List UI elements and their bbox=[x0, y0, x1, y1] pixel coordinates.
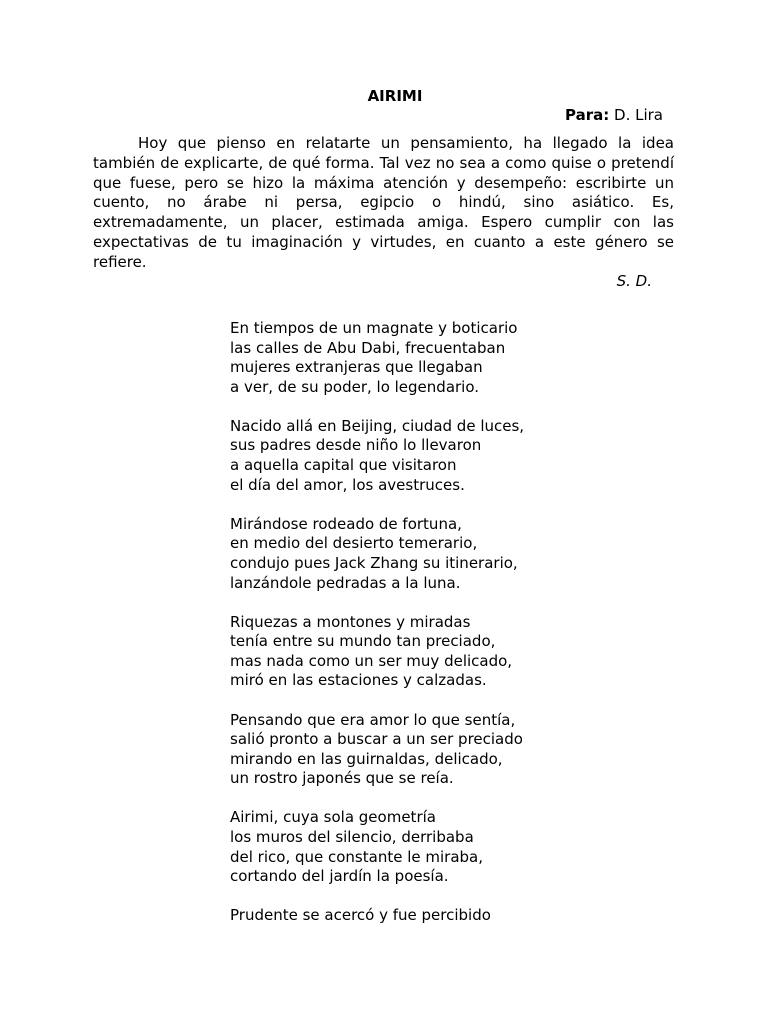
stanza bbox=[230, 515, 524, 593]
verse-line: mas nada como un ser muy delicado, bbox=[230, 651, 513, 670]
verse-line: Pensando que era amor lo que sentía, bbox=[230, 710, 516, 729]
verse-line: los muros del silencio, derribaba bbox=[230, 827, 474, 846]
stanza bbox=[230, 808, 524, 886]
verse-line: las calles de Abu Dabi, frecuentaban bbox=[230, 338, 506, 357]
stanza bbox=[230, 319, 524, 397]
recipient-name: D. Lira bbox=[614, 106, 663, 124]
verse-line: a aquella capital que visitaron bbox=[230, 456, 457, 475]
recipient-line bbox=[565, 105, 663, 125]
verse-line: cortando del jardín la poesía. bbox=[230, 867, 449, 886]
verse-line: condujo pues Jack Zhang su itinerario, bbox=[230, 553, 518, 572]
verse-line: Airimi, cuya sola geometría bbox=[230, 808, 436, 827]
stanza bbox=[230, 906, 524, 926]
verse-line: a ver, de su poder, lo legendario. bbox=[230, 377, 480, 396]
verse-line: Prudente se acercó y fue percibido bbox=[230, 906, 491, 925]
verse-line: Nacido allá en Beijing, ciudad de luces, bbox=[230, 416, 525, 435]
verse-line: lanzándole pedradas a la luna. bbox=[230, 573, 461, 592]
stanza bbox=[230, 711, 524, 789]
verse-line: un rostro japonés que se reía. bbox=[230, 769, 454, 788]
verse-line: tenía entre su mundo tan preciado, bbox=[230, 632, 496, 651]
stanza bbox=[230, 613, 524, 691]
verse-line: sus padres desde niño lo llevaron bbox=[230, 436, 482, 455]
stanza bbox=[230, 417, 524, 495]
verse-line: En tiempos de un magnate y boticario bbox=[230, 319, 518, 337]
verse-line: Mirándose rodeado de fortuna, bbox=[230, 514, 462, 533]
verse-line: salió pronto a buscar a un ser preciado bbox=[230, 730, 523, 749]
document-title: AIRIMI bbox=[367, 87, 423, 105]
signature: S. D. bbox=[616, 272, 652, 290]
verse-line: del rico, que constante le miraba, bbox=[230, 847, 483, 866]
verse-line: el día del amor, los avestruces. bbox=[230, 475, 465, 494]
verse-line: Riquezas a montones y miradas bbox=[230, 612, 471, 631]
verse-line: miró en las estaciones y calzadas. bbox=[230, 671, 487, 690]
verse-line: mujeres extranjeras que llegaban bbox=[230, 358, 483, 377]
intro-paragraph: Hoy que pienso en relatarte un pensamiento, ha llegado la idea también de explicarte, de qué forma. Tal vez no sea a como quise o pretendí que fuese, pero se hizo la máxima atención y desempeño: escribirte un cuento, no árabe ni persa, egipcio o hindú, sino asiático. Es, extremadamente, un placer, estimada amiga. Espero cumplir con las expectativas de tu imaginación y virtudes, en cuanto a este género se refiere. bbox=[93, 134, 674, 271]
verse-line: en medio del desierto temerario, bbox=[230, 534, 478, 553]
poem bbox=[230, 319, 524, 945]
verse-line: mirando en las guirnaldas, delicado, bbox=[230, 749, 503, 768]
recipient-label: Para: bbox=[565, 106, 610, 124]
